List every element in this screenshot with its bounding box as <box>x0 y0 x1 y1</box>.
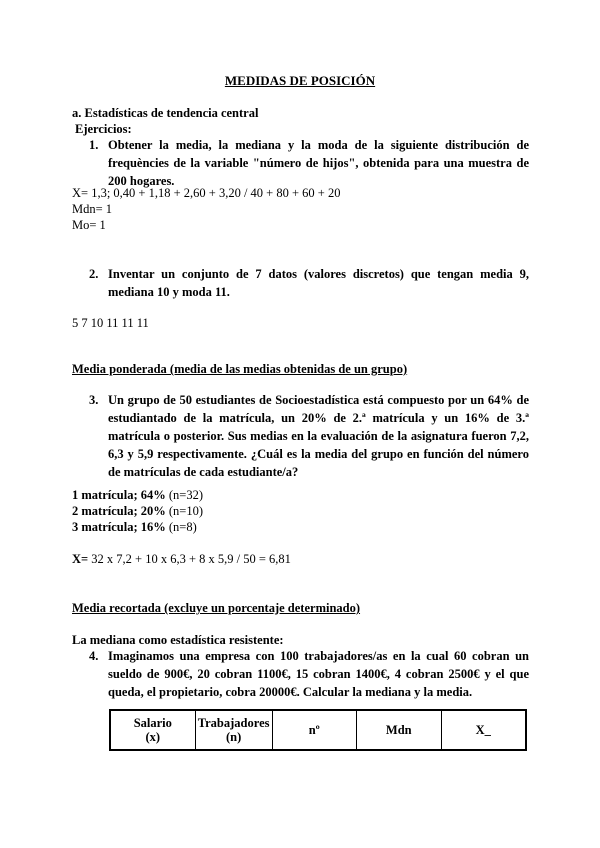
section-heading-media-recortada: Media recortada (excluye un porcentaje determinado) <box>72 601 361 615</box>
question-4-number: 4. <box>89 649 99 663</box>
section-heading-a: a. Estadísticas de tendencia central <box>72 106 259 120</box>
table-header-salario: Salario (x) <box>110 710 195 750</box>
question-3-number: 3. <box>89 393 99 407</box>
q3-list-item-1: 1 matrícula; 64% (n=32) <box>72 488 203 502</box>
question-1-text: Obtener la media, la mediana y la moda de la siguiente distribución de frequències de la variable "número de hijos", obtenida para una muestra de 200 hogares. <box>108 138 529 188</box>
q2-answer: 5 7 10 11 11 11 <box>72 316 149 330</box>
table-header-mean: X_ <box>441 710 526 750</box>
table-header-mdn: Mdn <box>356 710 441 750</box>
q3-formula: X= 32 x 7,2 + 10 x 6,3 + 8 x 5,9 / 50 = 6,81 <box>72 552 291 566</box>
q1-answer-mode: Mo= 1 <box>72 218 106 232</box>
question-3-text: Un grupo de 50 estudiantes de Socioestadística está compuesto por un 64% de estudiantado de la matrícula, un 20% de 2.ª matrícula y un 16% de 3.ª matrícula o posterior. Sus medias en la evaluación de la asignatura fueron 7,2, 6,3 y 5,9 respectivamente. ¿Cuál es la media del grupo en función del número de matrículas de cada estudiante/a? <box>108 393 529 479</box>
mediana-heading: La mediana como estadística resistente: <box>72 633 284 647</box>
section-heading-media-ponderada: Media ponderada (media de las medias obtenidas de un grupo) <box>72 362 408 376</box>
q3-list-item-2: 2 matrícula; 20% (n=10) <box>72 504 203 518</box>
page-title: MEDIDAS DE POSICIÓN <box>224 73 376 88</box>
exercises-label: Ejercicios: <box>75 122 132 136</box>
question-1-number: 1. <box>89 138 99 152</box>
question-2-text: Inventar un conjunto de 7 datos (valores discretos) que tengan media 9, mediana 10 y moda 11. <box>108 267 529 299</box>
salary-table <box>109 709 527 751</box>
table-header-trabajadores: Trabajadores (n) <box>195 710 272 750</box>
table-header-n: nº <box>272 710 356 750</box>
table-header-row <box>110 710 526 750</box>
question-2-number: 2. <box>89 267 99 281</box>
q3-list-item-3: 3 matrícula; 16% (n=8) <box>72 520 197 534</box>
q1-answer-mean: X= 1,3; 0,40 + 1,18 + 2,60 + 3,20 / 40 + 80 + 60 + 20 <box>72 186 341 200</box>
question-4-text: Imaginamos una empresa con 100 trabajadores/as en la cual 60 cobran un sueldo de 900€, 20 cobran 1100€, 15 cobran 1400€, 4 cobran 2500€ y el que queda, el propietario, cobra 20000€. Calcular la mediana y la media. <box>108 649 529 699</box>
q1-answer-median: Mdn= 1 <box>72 202 113 216</box>
